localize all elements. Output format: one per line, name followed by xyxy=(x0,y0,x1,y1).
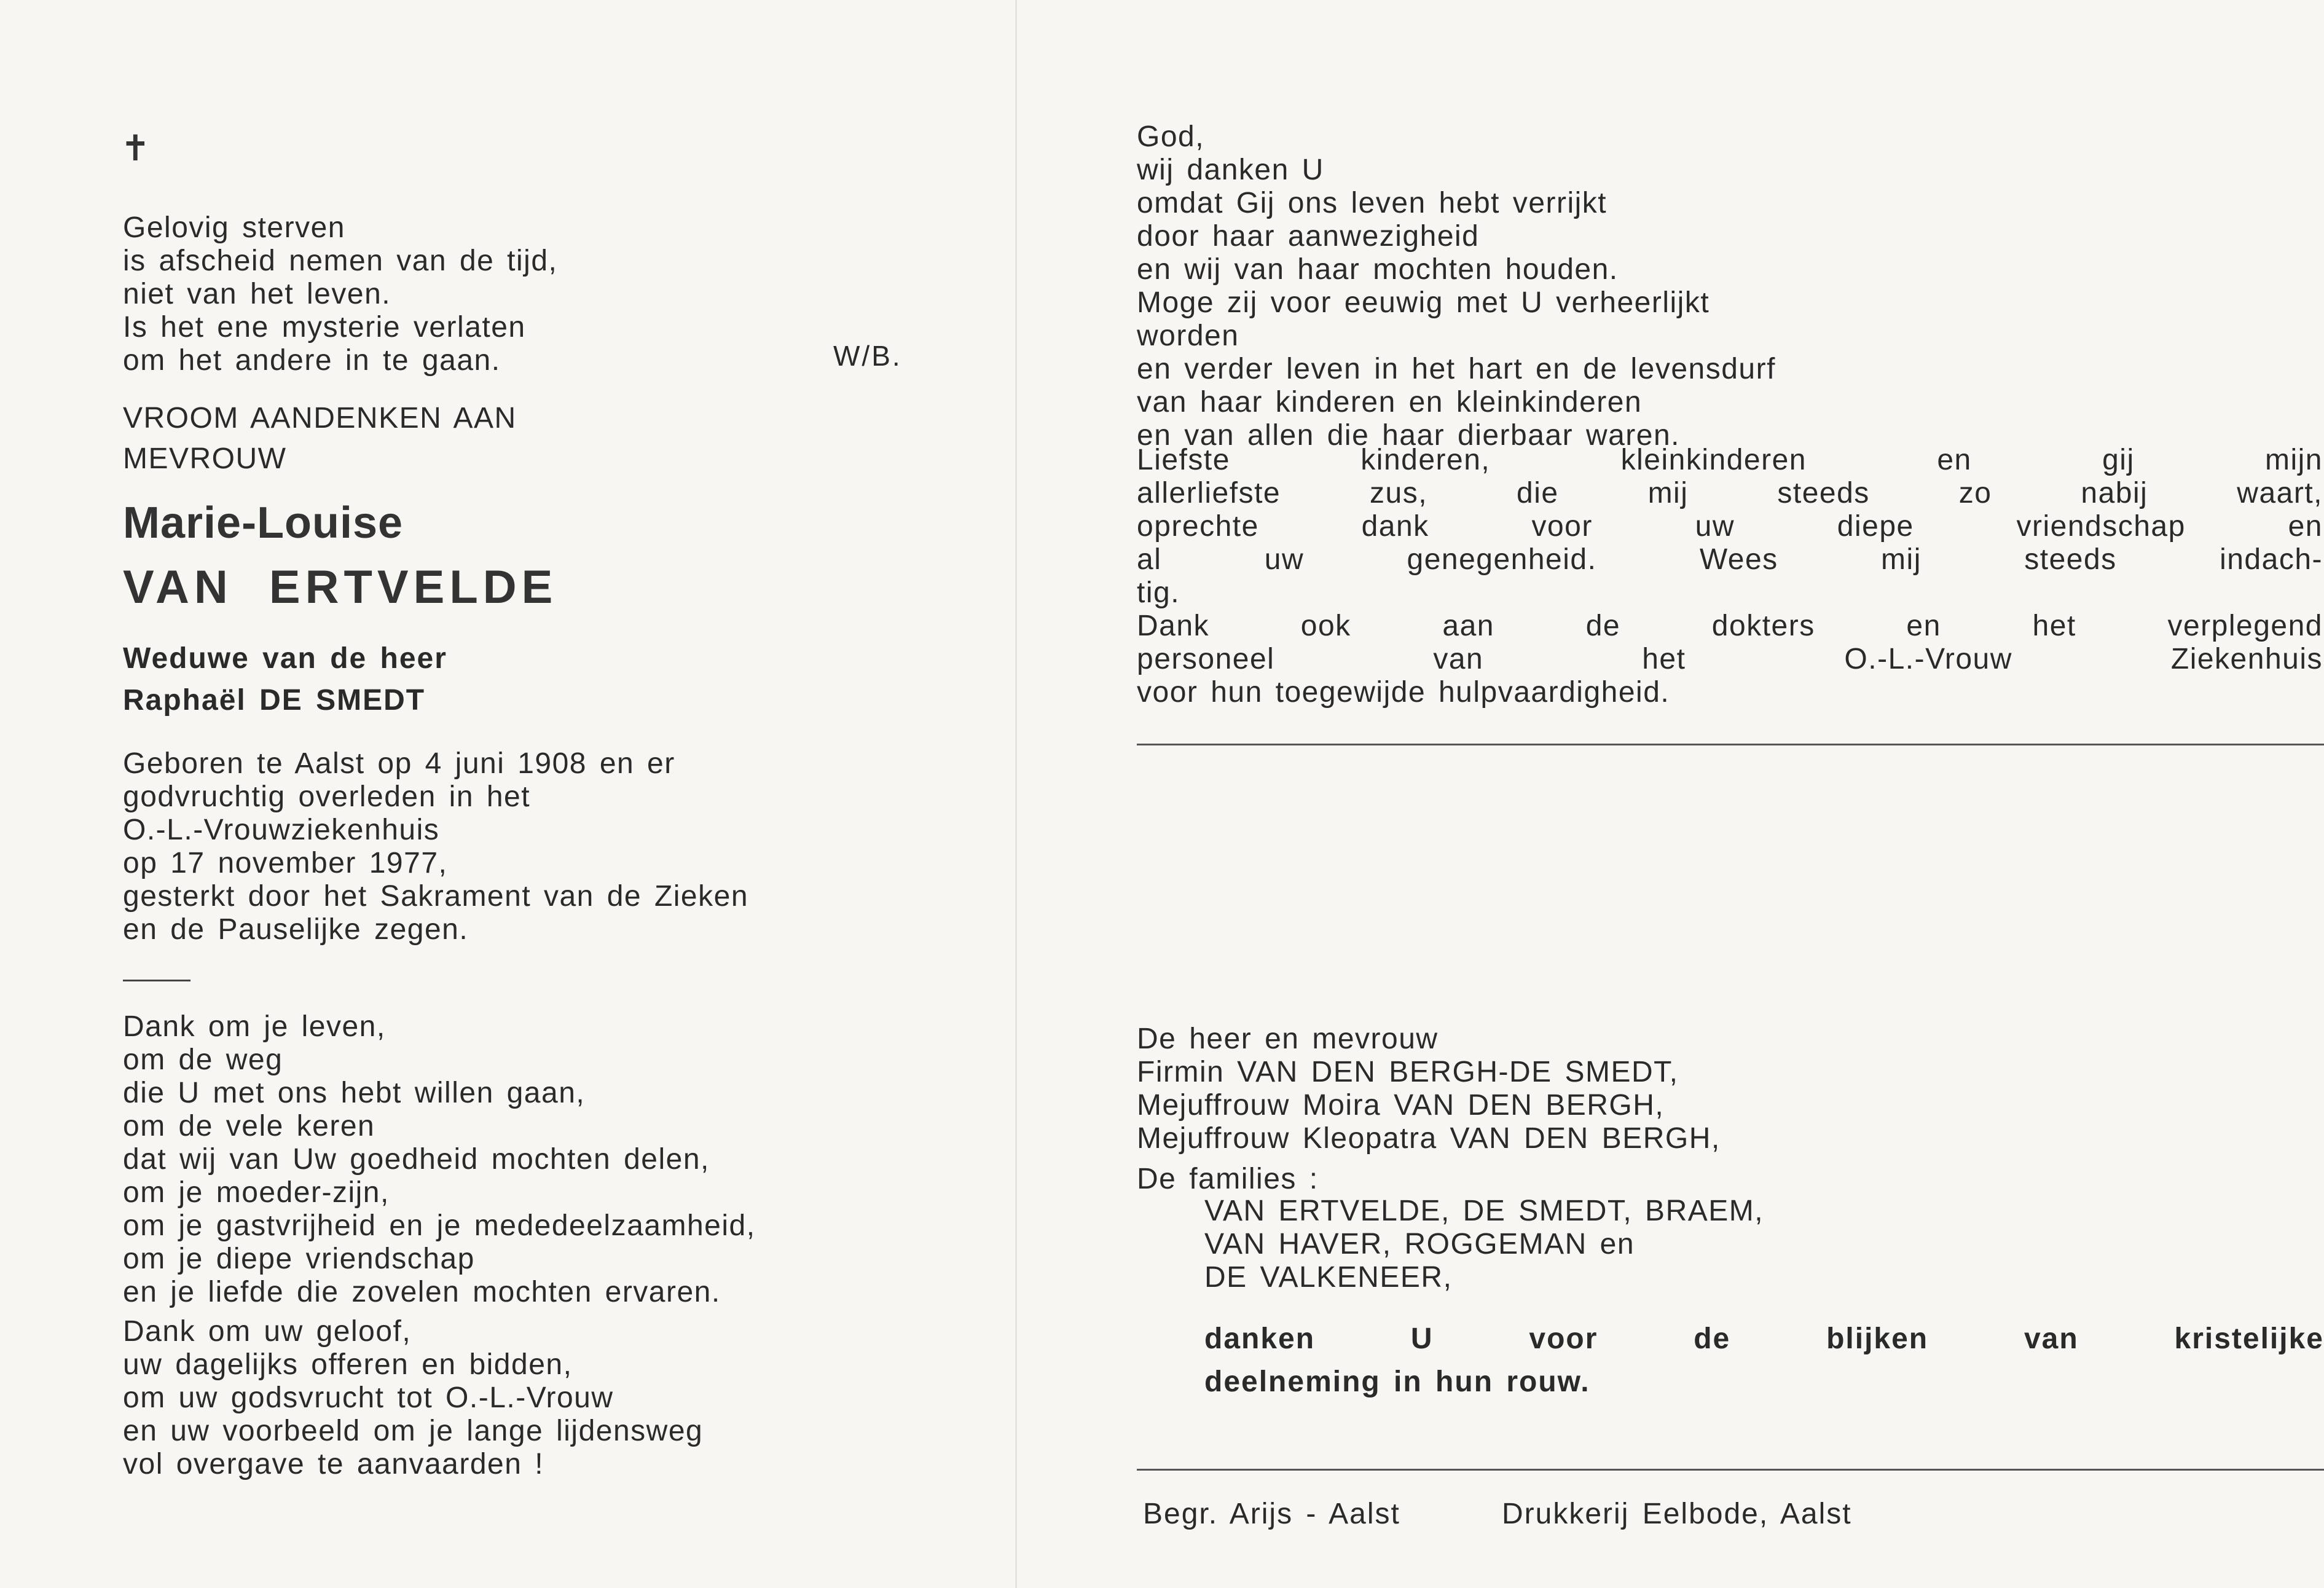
prayer-line: Moge zij voor eeuwig met U verheerlijkt xyxy=(1137,286,1710,319)
biography-line: op 17 november 1977, xyxy=(123,847,448,879)
family-line: Firmin VAN DEN BERGH-DE SMEDT, xyxy=(1137,1056,1679,1088)
thank-you-message xyxy=(1137,444,2323,709)
thanks-line: en je liefde die zovelen mochten ervaren. xyxy=(123,1276,721,1308)
widow-of xyxy=(123,638,447,721)
prayer-line: en verder leven in het hart en de levensdurf xyxy=(1137,353,1776,385)
poem-line: om het andere in te gaan. xyxy=(123,344,501,377)
memorial-heading-line: MEVROUW xyxy=(123,442,287,475)
biography-line: godvruchtig overleden in het xyxy=(123,780,531,813)
message-line: Dank ook aan de dokters en het verplegend xyxy=(1137,610,2323,642)
widow-of-line: Weduwe van de heer xyxy=(123,642,447,675)
thanks-line: om uw godsvrucht tot O.-L.-Vrouw xyxy=(123,1382,614,1414)
thanks-line: Dank om je leven, xyxy=(123,1010,386,1043)
family-line: Mejuffrouw Kleopatra VAN DEN BERGH, xyxy=(1137,1122,1721,1155)
message-line: voor hun toegewijde hulpvaardigheid. xyxy=(1137,676,1670,709)
thanks-line: uw dagelijks offeren en bidden, xyxy=(123,1348,573,1381)
families-label xyxy=(1137,1163,1319,1196)
printer-credit: Drukkerij Eelbode, Aalst xyxy=(1502,1498,1852,1530)
closing-line: deelneming in hun rouw. xyxy=(1204,1366,1590,1398)
thanks-line: die U met ons hebt willen gaan, xyxy=(123,1077,586,1109)
poem-line: is afscheid nemen van de tijd, xyxy=(123,245,558,277)
thanks-line: om je moeder-zijn, xyxy=(123,1176,390,1209)
thanks-line: om de vele keren xyxy=(123,1110,375,1142)
thanks-line: vol overgave te aanvaarden ! xyxy=(123,1448,544,1480)
card-fold xyxy=(1015,0,1017,1588)
prayer-line: omdat Gij ons leven hebt verrijkt xyxy=(1137,187,1608,219)
widow-of-line: Raphaël DE SMEDT xyxy=(123,684,426,717)
poem-line: niet van het leven. xyxy=(123,278,391,310)
prayer-line: door haar aanwezigheid xyxy=(1137,220,1480,253)
message-line: al uw genegenheid. Wees mij steeds indach- xyxy=(1137,543,2323,576)
families-line: VAN HAVER, ROGGEMAN en xyxy=(1204,1228,1635,1260)
thanks-line: Dank om uw geloof, xyxy=(123,1315,412,1348)
left-page xyxy=(0,0,1014,1588)
divider-rule xyxy=(1137,744,2324,745)
message-line: personeel van het O.-L.-Vrouw Ziekenhuis xyxy=(1137,643,2323,675)
families-line: VAN ERTVELDE, DE SMEDT, BRAEM, xyxy=(1204,1195,1764,1227)
families-line: DE VALKENEER, xyxy=(1204,1261,1453,1294)
message-line: allerliefste zus, die mij steeds zo nabij waart, xyxy=(1137,477,2323,509)
section-divider xyxy=(123,980,190,981)
biography xyxy=(123,747,748,946)
families-list xyxy=(1204,1195,1764,1294)
family-members xyxy=(1137,1023,1721,1155)
opening-poem xyxy=(123,211,557,377)
right-page xyxy=(1018,0,2324,1588)
closing-line: danken U voor de blijken van kristelijke xyxy=(1204,1323,2324,1355)
closing-thanks xyxy=(1204,1318,2324,1404)
poem-initials: W/B. xyxy=(833,340,902,372)
funeral-director: Begr. Arijs - Aalst xyxy=(1143,1498,1400,1530)
biography-line: O.-L.-Vrouwziekenhuis xyxy=(123,814,440,846)
family-line: De heer en mevrouw xyxy=(1137,1023,1439,1055)
message-line: oprechte dank voor uw diepe vriendschap en xyxy=(1137,510,2323,543)
biography-line: Geboren te Aalst op 4 juni 1908 en er xyxy=(123,747,675,780)
biography-line: gesterkt door het Sakrament van de Zieken xyxy=(123,880,749,913)
prayer-line: wij danken U xyxy=(1137,154,1324,186)
message-line: Liefste kinderen, kleinkinderen en gij mijn xyxy=(1137,444,2323,476)
prayer xyxy=(1137,120,1776,452)
thanks-line: en uw voorbeeld om je lange lijdensweg xyxy=(123,1415,704,1447)
prayer-line: van haar kinderen en kleinkinderen xyxy=(1137,386,1643,419)
thanks-line: om je gastvrijheid en je mededeelzaamheid, xyxy=(123,1209,756,1242)
family-line: Mejuffrouw Moira VAN DEN BERGH, xyxy=(1137,1089,1665,1122)
thanks-life xyxy=(123,1010,756,1309)
memorial-heading xyxy=(123,398,517,479)
families-label-text: De families : xyxy=(1137,1163,1319,1195)
footer-rule xyxy=(1137,1469,2324,1471)
memorial-heading-line: VROOM AANDENKEN AAN xyxy=(123,402,517,434)
thanks-faith xyxy=(123,1315,703,1481)
poem-line: Gelovig sterven xyxy=(123,211,345,244)
prayer-line: en van allen die haar dierbaar waren. xyxy=(1137,419,1681,452)
prayer-line: God, xyxy=(1137,120,1205,153)
biography-line: en de Pauselijke zegen. xyxy=(123,913,469,946)
poem-line: Is het ene mysterie verlaten xyxy=(123,311,526,344)
deceased-last-name: VAN ERTVELDE xyxy=(123,561,558,613)
thanks-line: om de weg xyxy=(123,1044,283,1076)
prayer-line: en wij van haar mochten houden. xyxy=(1137,253,1619,286)
cross-icon: ✝ xyxy=(120,127,151,169)
thanks-line: dat wij van Uw goedheid mochten delen, xyxy=(123,1143,710,1176)
deceased-first-name: Marie-Louise xyxy=(123,498,404,548)
prayer-line: worden xyxy=(1137,320,1239,352)
message-line: tig. xyxy=(1137,576,1180,609)
thanks-line: om je diepe vriendschap xyxy=(123,1243,475,1275)
